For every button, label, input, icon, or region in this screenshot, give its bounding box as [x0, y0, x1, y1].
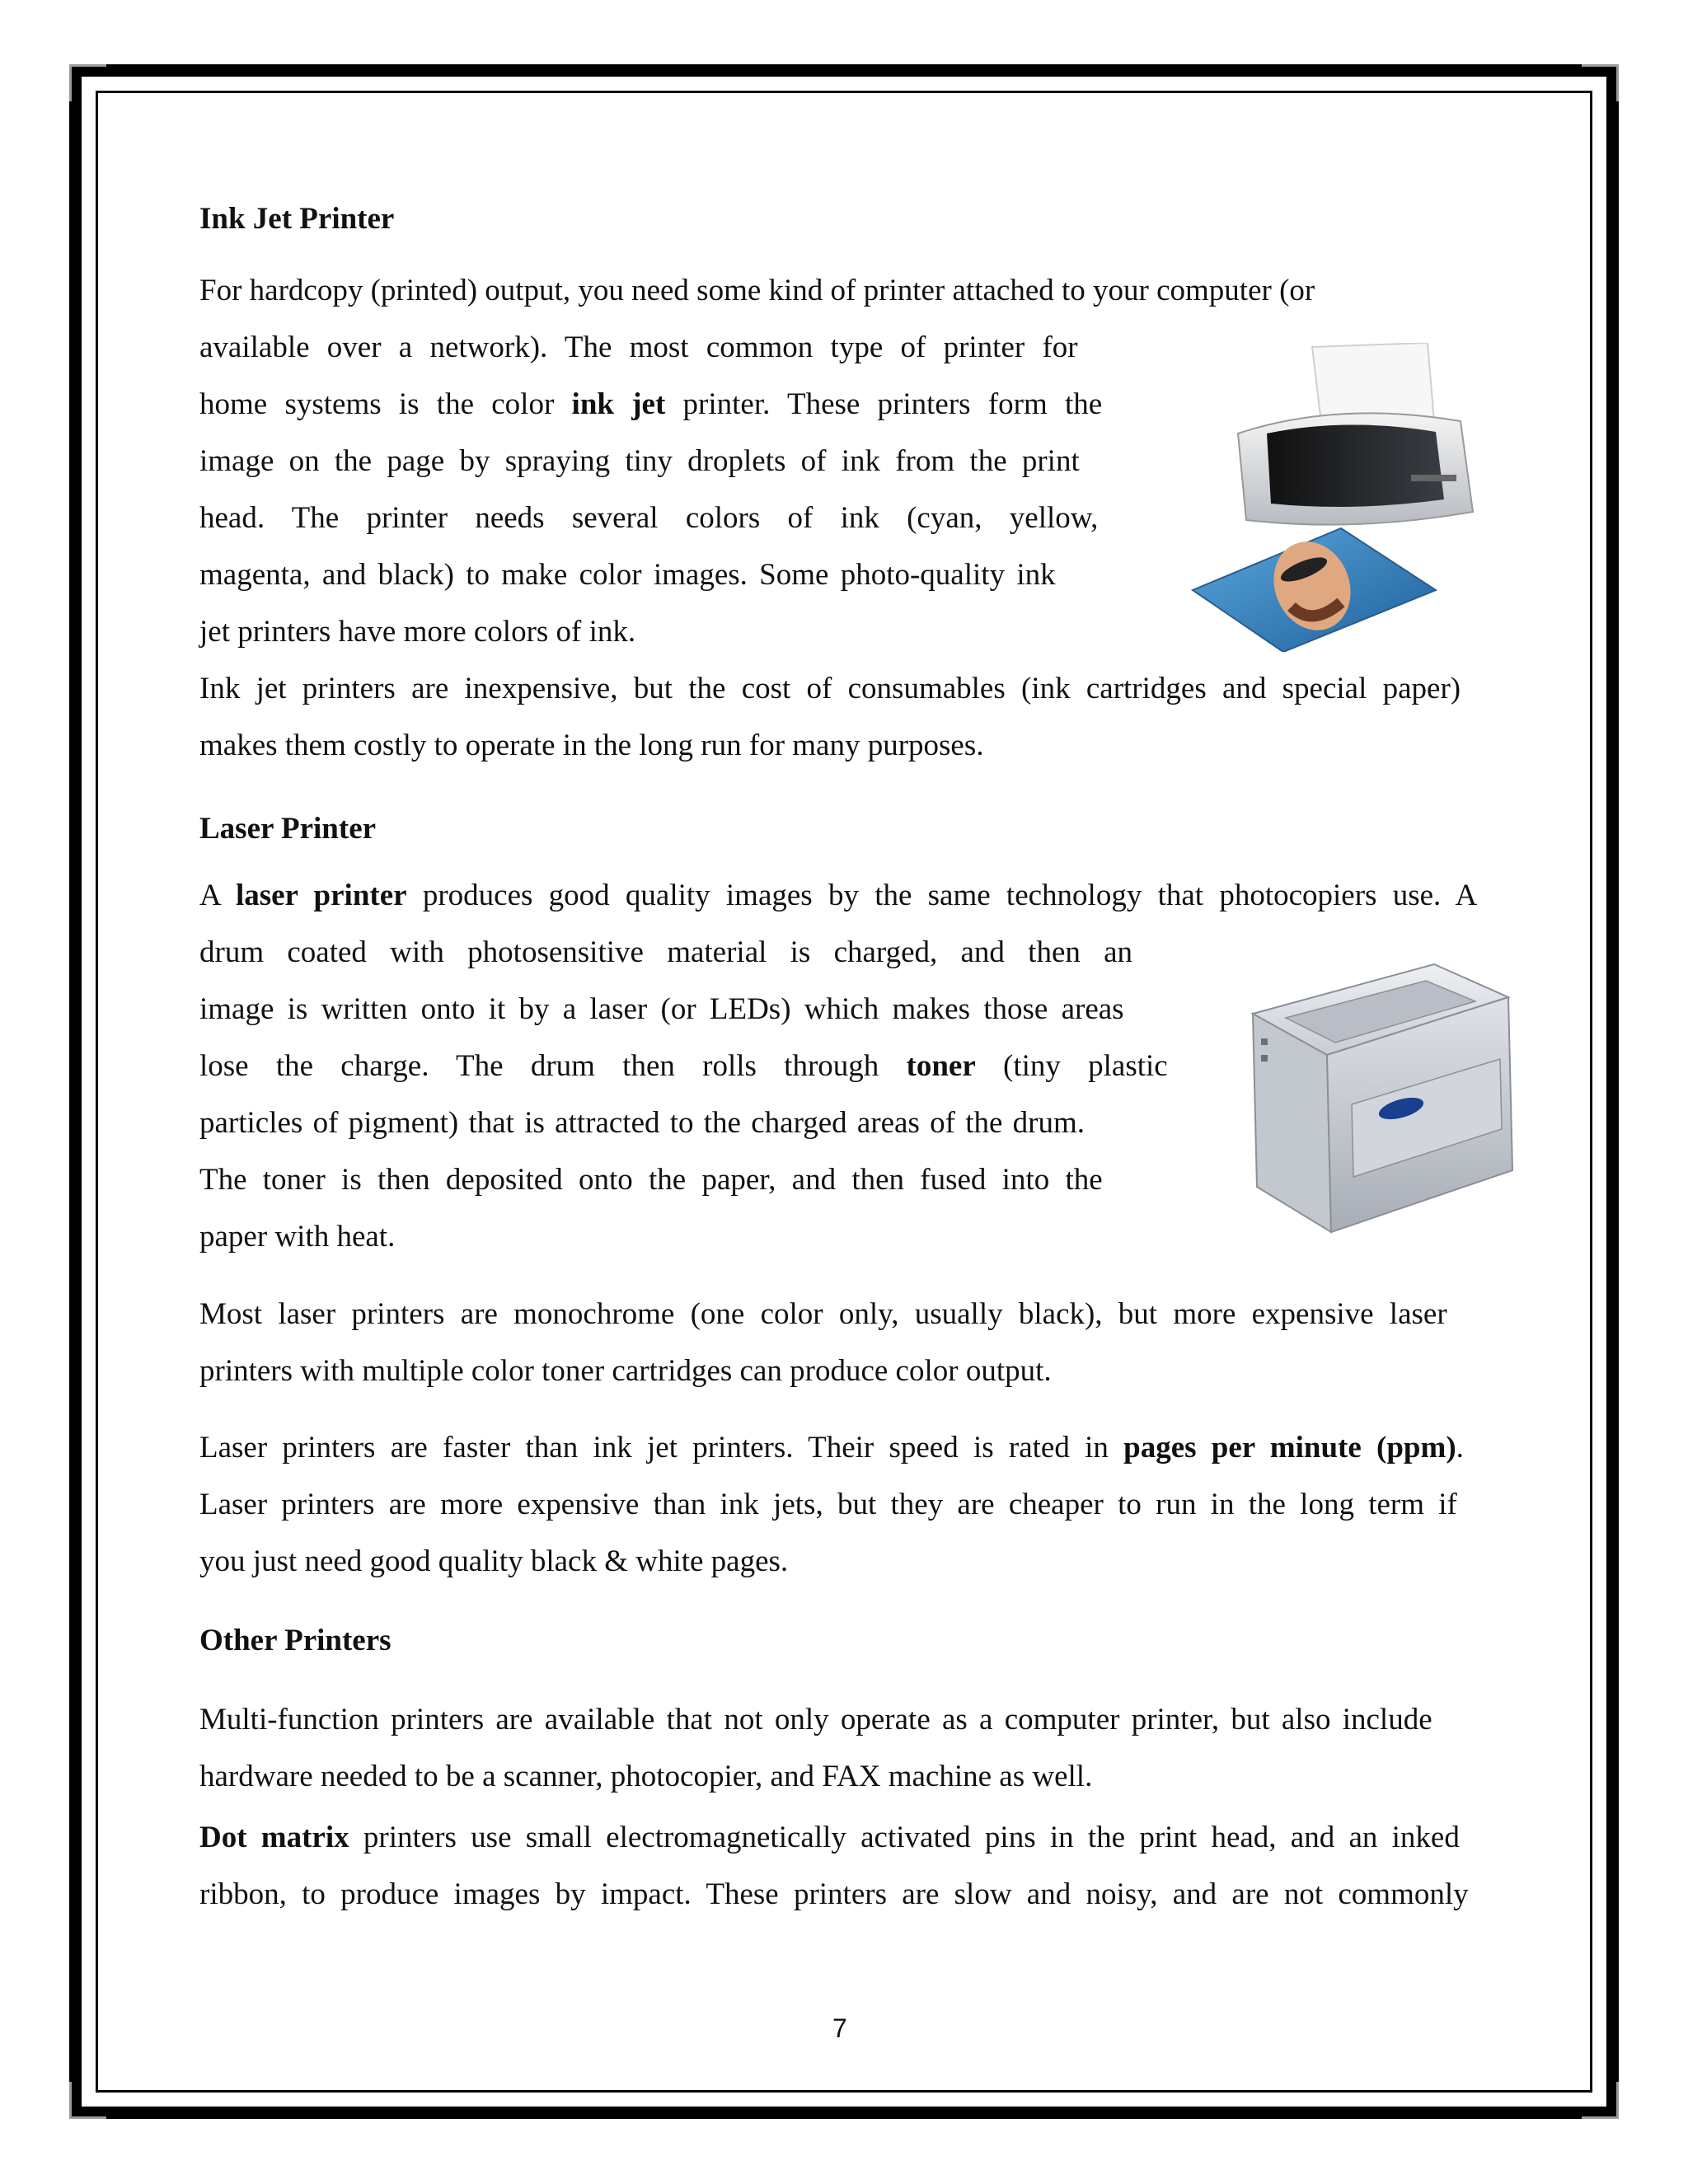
laser-line-1	[199, 880, 1477, 911]
inkjet-line-3	[199, 389, 1102, 419]
laser-para3-line-1-pre: Laser printers are faster than ink jet printers. Their speed is rated in	[199, 1431, 1124, 1465]
inkjet-line-4: image on the page by spraying tiny droplets of ink from the print	[199, 444, 1080, 478]
dot-matrix-line-2: ribbon, to produce images by impact. These printers are slow and noisy, and are not commonly	[199, 1877, 1469, 1911]
corner-frame-top-right	[1582, 64, 1619, 101]
corner-frame-bottom-right	[1582, 2082, 1619, 2119]
other-line-2: hardware needed to be a scanner, photocopier, and FAX machine as well.	[199, 1760, 1093, 1793]
laser-para2-line-2: printers with multiple color toner cartridges can produce color output.	[199, 1354, 1052, 1388]
laser-line-6: The toner is then deposited onto the paper, and then fused into the	[199, 1163, 1103, 1197]
inkjet-line-1: For hardcopy (printed) output, you need some kind of printer attached to your computer (or	[199, 274, 1315, 307]
laser-line-5: particles of pigment) that is attracted to the charged areas of the drum.	[199, 1106, 1085, 1140]
dot-matrix-line-1	[199, 1822, 1460, 1853]
laser-line-4-post: (tiny plastic	[975, 1049, 1168, 1083]
heading-ink-jet: Ink Jet Printer	[199, 202, 395, 236]
corner-frame-top-left	[69, 64, 106, 101]
laser-line-4	[199, 1051, 1168, 1081]
ink-jet-term: ink jet	[571, 387, 666, 421]
inkjet-line-7: jet printers have more colors of ink.	[199, 615, 636, 649]
laser-para3-line-1-post: .	[1456, 1431, 1464, 1465]
inkjet-line-3-pre: home systems is the color	[199, 387, 572, 421]
inkjet-line-3-post: printer. These printers form the	[665, 387, 1103, 421]
toner-term: toner	[906, 1049, 976, 1083]
laser-para3-line-2: Laser printers are more expensive than ink jets, but they are cheaper to run in the long term if	[199, 1488, 1457, 1521]
page-number: 7	[832, 2013, 847, 2043]
ppm-term: pages per minute (ppm)	[1123, 1431, 1456, 1465]
inkjet-line-2: available over a network). The most common type of printer for	[199, 330, 1078, 364]
dot-matrix-line-1-post: printers use small electromagnetically activated pins in the print head, and an inked	[349, 1821, 1460, 1854]
laser-line-3: image is written onto it by a laser (or LEDs) which makes those areas	[199, 992, 1124, 1026]
laser-para2-line-1: Most laser printers are monochrome (one color only, usually black), but more expensive laser	[199, 1297, 1447, 1331]
laser-printer-image	[1236, 948, 1523, 1244]
corner-frame-bottom-left	[69, 2082, 106, 2119]
laser-printer-term: laser printer	[235, 879, 407, 912]
heading-other-printers: Other Printers	[199, 1624, 392, 1657]
heading-laser-printer: Laser Printer	[199, 812, 377, 846]
inkjet-line-8: Ink jet printers are inexpensive, but the cost of consumables (ink cartridges and special paper)	[199, 672, 1461, 705]
inkjet-line-5: head. The printer needs several colors of ink (cyan, yellow,	[199, 501, 1099, 535]
inkjet-line-6: magenta, and black) to make color images. Some photo-quality ink	[199, 558, 1056, 592]
laser-line-1-post: produces good quality images by the same technology that photocopiers use. A	[406, 879, 1478, 912]
laser-line-4-pre: lose the charge. The drum then rolls through	[199, 1049, 907, 1083]
laser-para3-line-3: you just need good quality black & white pages.	[199, 1544, 789, 1578]
dot-matrix-term: Dot matrix	[199, 1821, 349, 1854]
inkjet-line-9: makes them costly to operate in the long run for many purposes.	[199, 729, 984, 762]
other-line-1: Multi-function printers are available that not only operate as a computer printer, but also include	[199, 1703, 1432, 1736]
laser-line-7: paper with heat.	[199, 1220, 396, 1254]
inkjet-printer-image	[1189, 343, 1485, 652]
laser-para3-line-1	[199, 1432, 1464, 1463]
laser-line-1-pre: A	[199, 879, 236, 912]
laser-line-2: drum coated with photosensitive material is charged, and then an	[199, 935, 1133, 969]
